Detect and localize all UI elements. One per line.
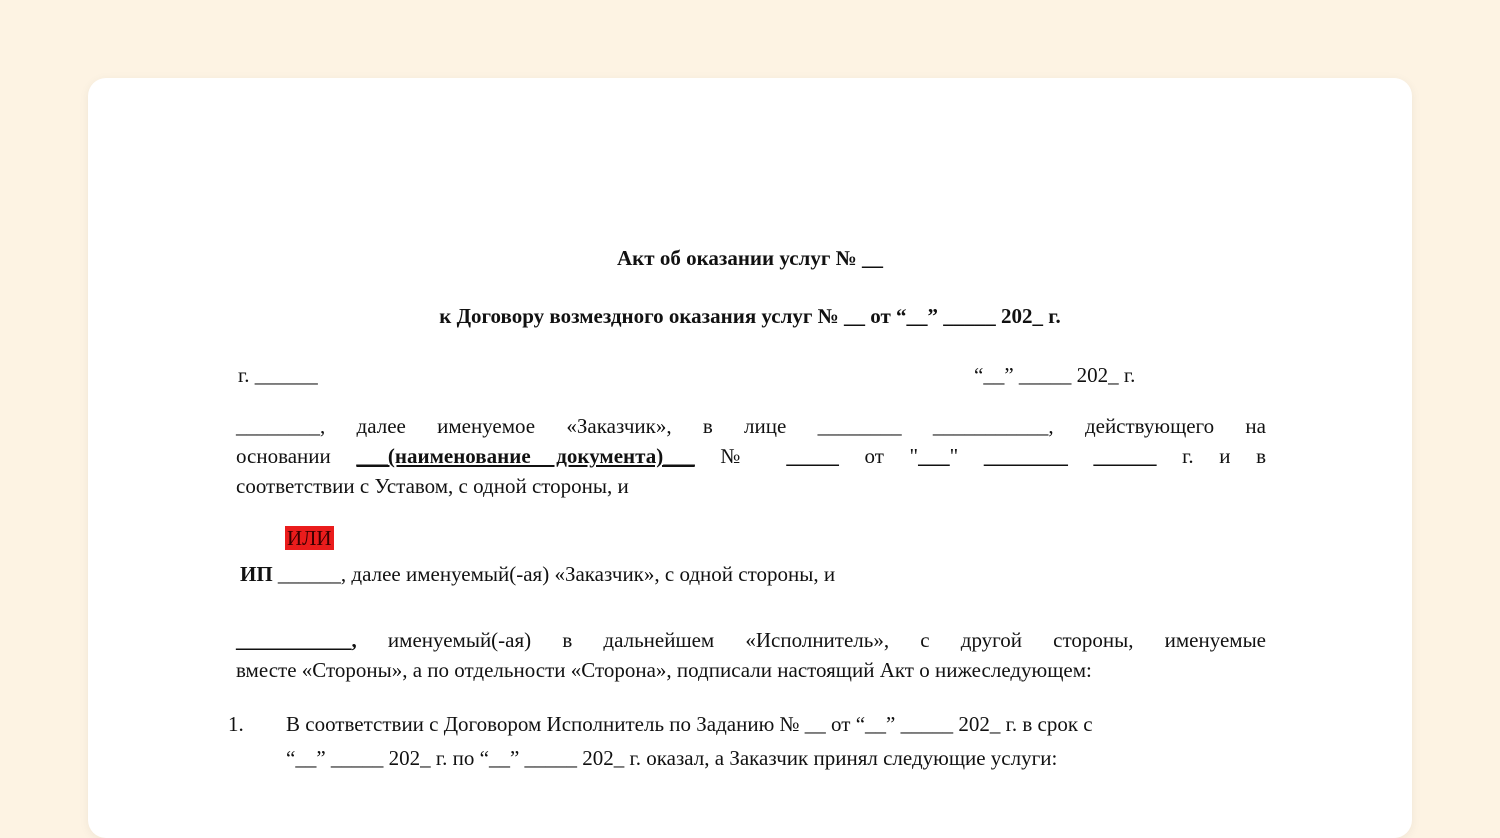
- executor-line-1: [236, 625, 1266, 655]
- item-line-2: “__” _____ 202_ г. по “__” _____ 202_ г. оказал, а Заказчик принял следующие услуги:: [286, 746, 1058, 770]
- customer-line-3: соответствии с Уставом, с одной стороны, и: [236, 474, 629, 498]
- basis-number: _____: [786, 444, 839, 468]
- basis-quote: ": [949, 444, 984, 468]
- customer-line-2: [236, 441, 1266, 471]
- ip-line: [240, 559, 835, 589]
- basis-document: ___(наименование документа)___: [356, 444, 695, 468]
- customer-line-1: ________, далее именуемое «Заказчик», в лице ________ ___________, действующего на: [236, 414, 1266, 438]
- city-field: г. ______: [238, 363, 318, 387]
- executor-name-blank: ___________,: [236, 628, 357, 652]
- document-subtitle: к Договору возмездного оказания услуг № __ от “__” _____ 202_ г.: [439, 304, 1061, 328]
- basis-from-label: от ": [838, 444, 919, 468]
- executor-line-2: вместе «Стороны», а по отдельности «Сторона», подписали настоящий Акт о нижеследующем:: [236, 658, 1092, 682]
- executor-rest: именуемый(-ая) в дальнейшем «Исполнитель», с другой стороны, именуемые: [356, 628, 1266, 652]
- item-number: 1.: [228, 712, 244, 736]
- basis-tail: г. и в: [1182, 444, 1267, 468]
- document-title: Акт об оказании услуг № __: [617, 246, 883, 270]
- ip-label: ИП: [240, 562, 273, 586]
- or-marker: [285, 523, 334, 553]
- basis-month-year: ________ ______: [983, 444, 1157, 468]
- or-highlight: ИЛИ: [287, 526, 332, 550]
- date-field: “__” _____ 202_ г.: [974, 363, 1136, 387]
- basis-prefix: основании: [236, 444, 357, 468]
- ip-rest: ______, далее именуемый(-ая) «Заказчик», с одной стороны, и: [272, 562, 836, 586]
- basis-number-label: №: [694, 444, 787, 468]
- basis-day: ___: [918, 444, 950, 468]
- item-line-1: В соответствии с Договором Исполнитель по Заданию № __ от “__” _____ 202_ г. в срок с: [286, 712, 1093, 736]
